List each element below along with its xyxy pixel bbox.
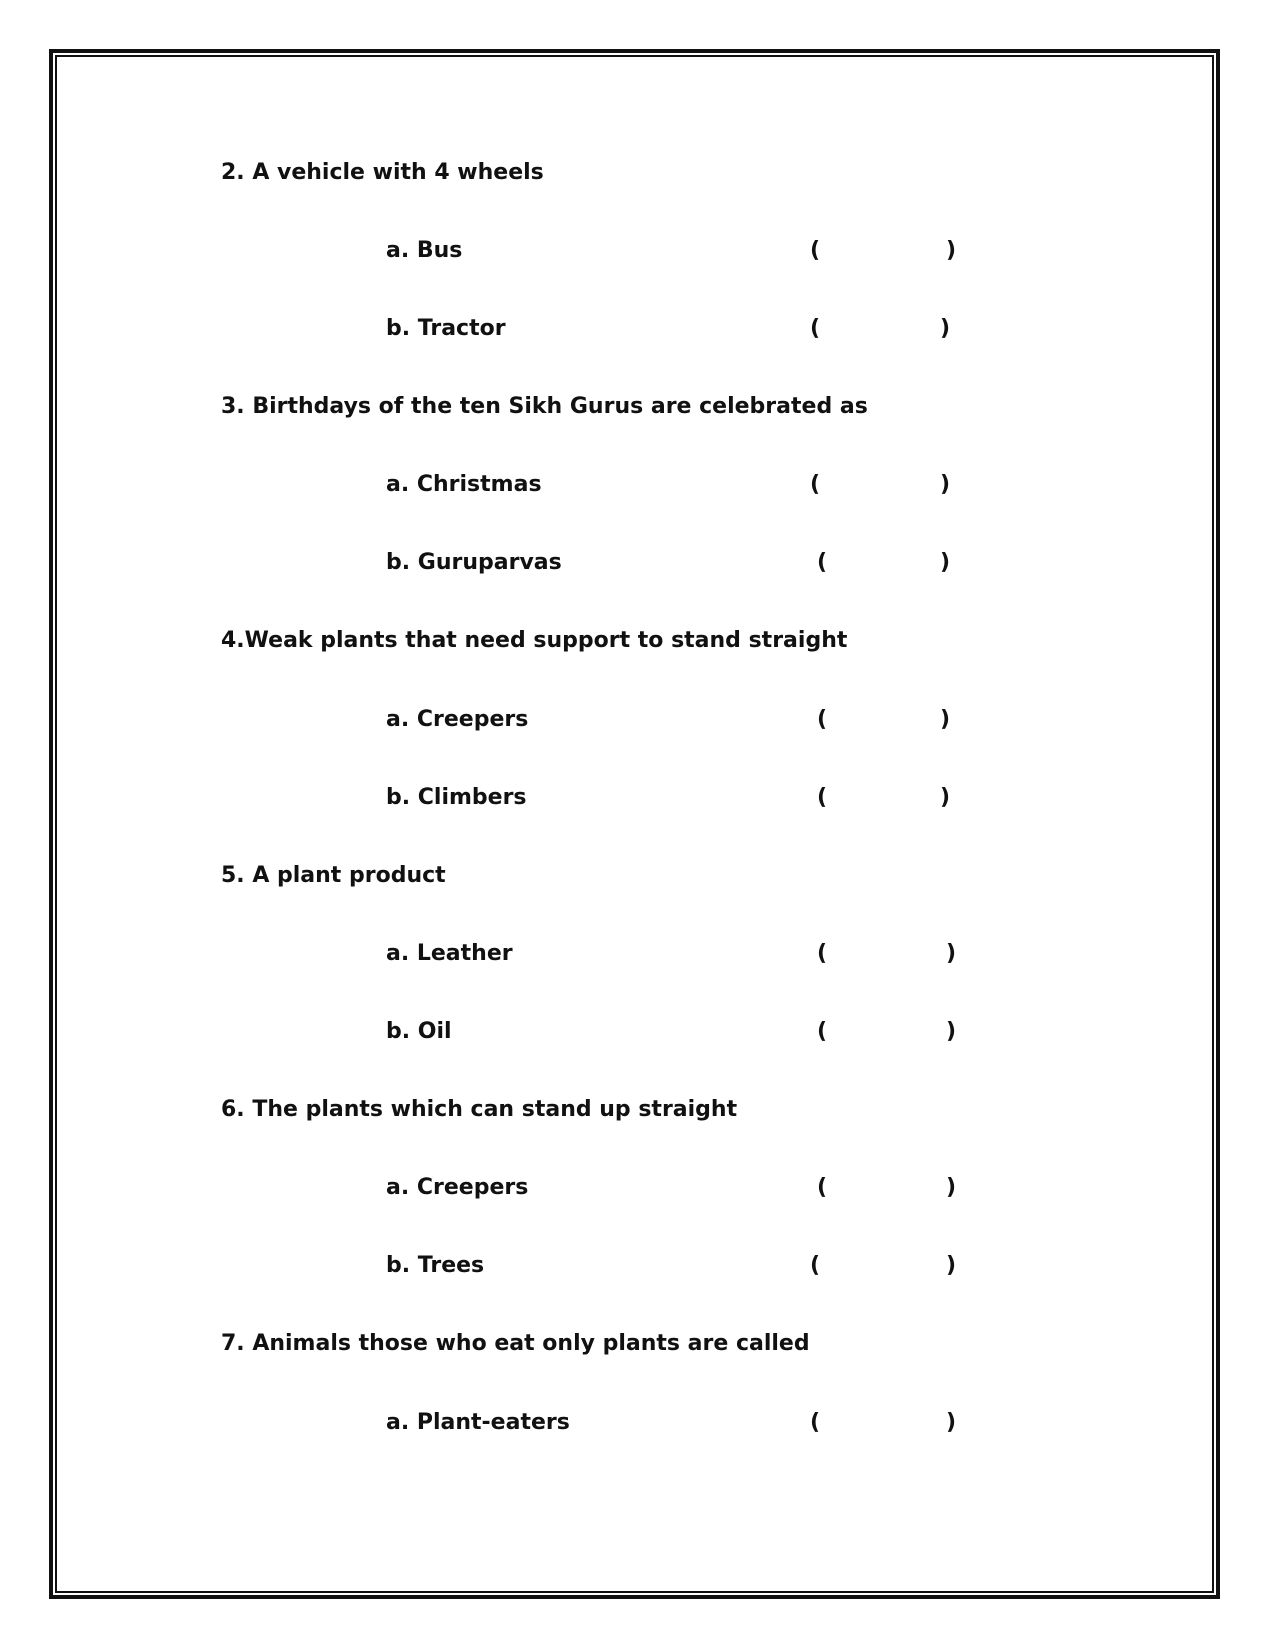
question-5: 5. A plant product — [221, 863, 446, 888]
option-5b: b. Oil — [386, 1019, 452, 1044]
answer-open-paren-2b: ( — [810, 316, 821, 341]
answer-open-paren-3b: ( — [817, 550, 828, 575]
option-2b: b. Tractor — [386, 316, 506, 341]
answer-open-paren-4a: ( — [817, 707, 828, 732]
answer-open-paren-6a: ( — [817, 1175, 828, 1200]
answer-close-paren-3b: ) — [940, 550, 951, 575]
answer-close-paren-6b: ) — [946, 1253, 957, 1278]
answer-open-paren-2a: ( — [810, 238, 821, 263]
answer-close-paren-5b: ) — [946, 1019, 957, 1044]
answer-close-paren-2b: ) — [940, 316, 951, 341]
question-3: 3. Birthdays of the ten Sikh Gurus are celebrated as — [221, 394, 868, 419]
answer-close-paren-5a: ) — [946, 941, 957, 966]
option-6a: a. Creepers — [386, 1175, 529, 1200]
option-2a: a. Bus — [386, 238, 463, 263]
answer-close-paren-7a: ) — [946, 1410, 957, 1435]
answer-open-paren-5b: ( — [817, 1019, 828, 1044]
answer-open-paren-3a: ( — [810, 472, 821, 497]
question-2: 2. A vehicle with 4 wheels — [221, 160, 544, 185]
answer-close-paren-4a: ) — [940, 707, 951, 732]
answer-close-paren-3a: ) — [940, 472, 951, 497]
option-3a: a. Christmas — [386, 472, 542, 497]
question-7: 7. Animals those who eat only plants are called — [221, 1331, 810, 1356]
option-7a: a. Plant-eaters — [386, 1410, 570, 1435]
answer-open-paren-4b: ( — [817, 785, 828, 810]
option-5a: a. Leather — [386, 941, 513, 966]
answer-open-paren-6b: ( — [810, 1253, 821, 1278]
question-6: 6. The plants which can stand up straight — [221, 1097, 738, 1122]
page-border-inner — [55, 55, 1214, 1593]
question-4: 4.Weak plants that need support to stand straight — [221, 628, 848, 653]
option-4a: a. Creepers — [386, 707, 529, 732]
option-3b: b. Guruparvas — [386, 550, 562, 575]
option-6b: b. Trees — [386, 1253, 485, 1278]
option-4b: b. Climbers — [386, 785, 527, 810]
answer-open-paren-5a: ( — [817, 941, 828, 966]
answer-open-paren-7a: ( — [810, 1410, 821, 1435]
answer-close-paren-4b: ) — [940, 785, 951, 810]
answer-close-paren-2a: ) — [946, 238, 957, 263]
answer-close-paren-6a: ) — [946, 1175, 957, 1200]
